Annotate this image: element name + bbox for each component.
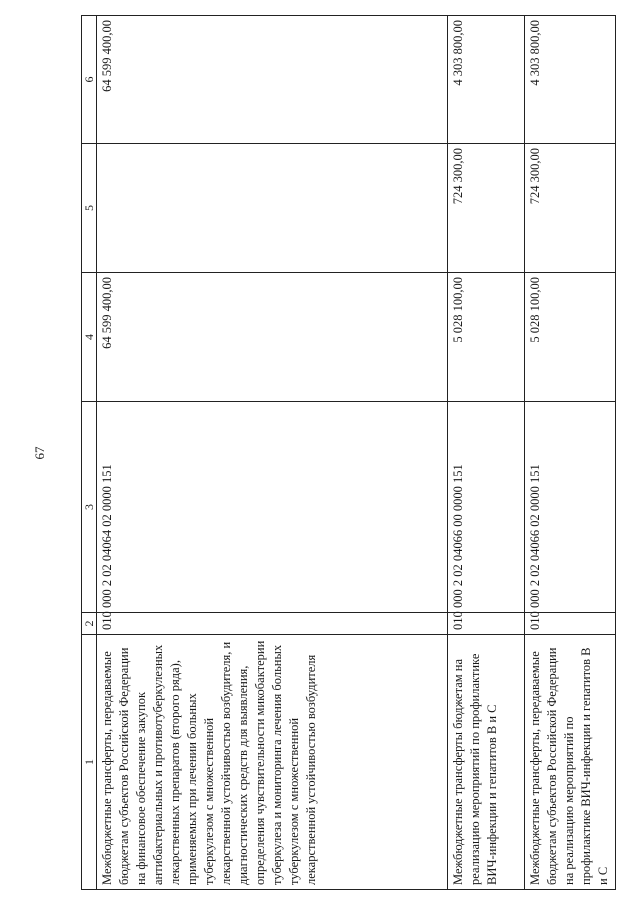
row-col6: 64 599 400,00 [97,16,448,144]
row-description: Межбюджетные трансферты бюджетам на реализацию мероприятий по профилактике ВИЧ-инфекции и гепатитов В и С [447,635,524,890]
header-cell-2: 2 [82,613,97,635]
row-code: 010 [447,613,524,635]
row-kbk: 000 2 02 04066 00 0000 151 [447,402,524,613]
row-kbk: 000 2 02 04064 02 0000 151 [97,402,448,613]
table-row [447,16,524,890]
table-container [81,16,616,890]
row-col5 [97,144,448,273]
table-row [97,16,448,890]
row-description: Межбюджетные трансферты, передаваемые бюджетам субъектов Российской Федерации на реализацию мероприятий по профилактике ВИЧ-инфекции и гепатитов В и С [524,635,615,890]
row-col4: 5 028 100,00 [447,273,524,402]
row-col5: 724 300,00 [524,144,615,273]
budget-table [81,15,616,890]
header-cell-1: 1 [82,635,97,890]
header-cell-5: 5 [82,144,97,273]
row-col6: 4 303 800,00 [447,16,524,144]
table-row [524,16,615,890]
row-col4: 5 028 100,00 [524,273,615,402]
header-row [82,16,97,890]
header-cell-6: 6 [82,16,97,144]
row-col4: 64 599 400,00 [97,273,448,402]
header-cell-3: 3 [82,402,97,613]
row-code: 010 [97,613,448,635]
header-cell-4: 4 [82,273,97,402]
row-kbk: 000 2 02 04066 02 0000 151 [524,402,615,613]
page-number: 67 [32,446,47,460]
row-code: 010 [524,613,615,635]
row-col6: 4 303 800,00 [524,16,615,144]
row-col5: 724 300,00 [447,144,524,273]
row-description: Межбюджетные трансферты, передаваемые бюджетам субъектов Российской Федерации на финансовое обеспечение закупок антибактериальных и противотуберкулезных лекарственных препаратов (второго ряда), применяемых при лечении больных туберкулезом с множественной лекарственной устойчивостью возбудителя, и диагностических средств для выявления, определения чувствительности микобактерии туберкулеза и мониторинга лечения больных туберкулезом с множественной лекарственной устойчивостью возбудителя [97,635,448,890]
